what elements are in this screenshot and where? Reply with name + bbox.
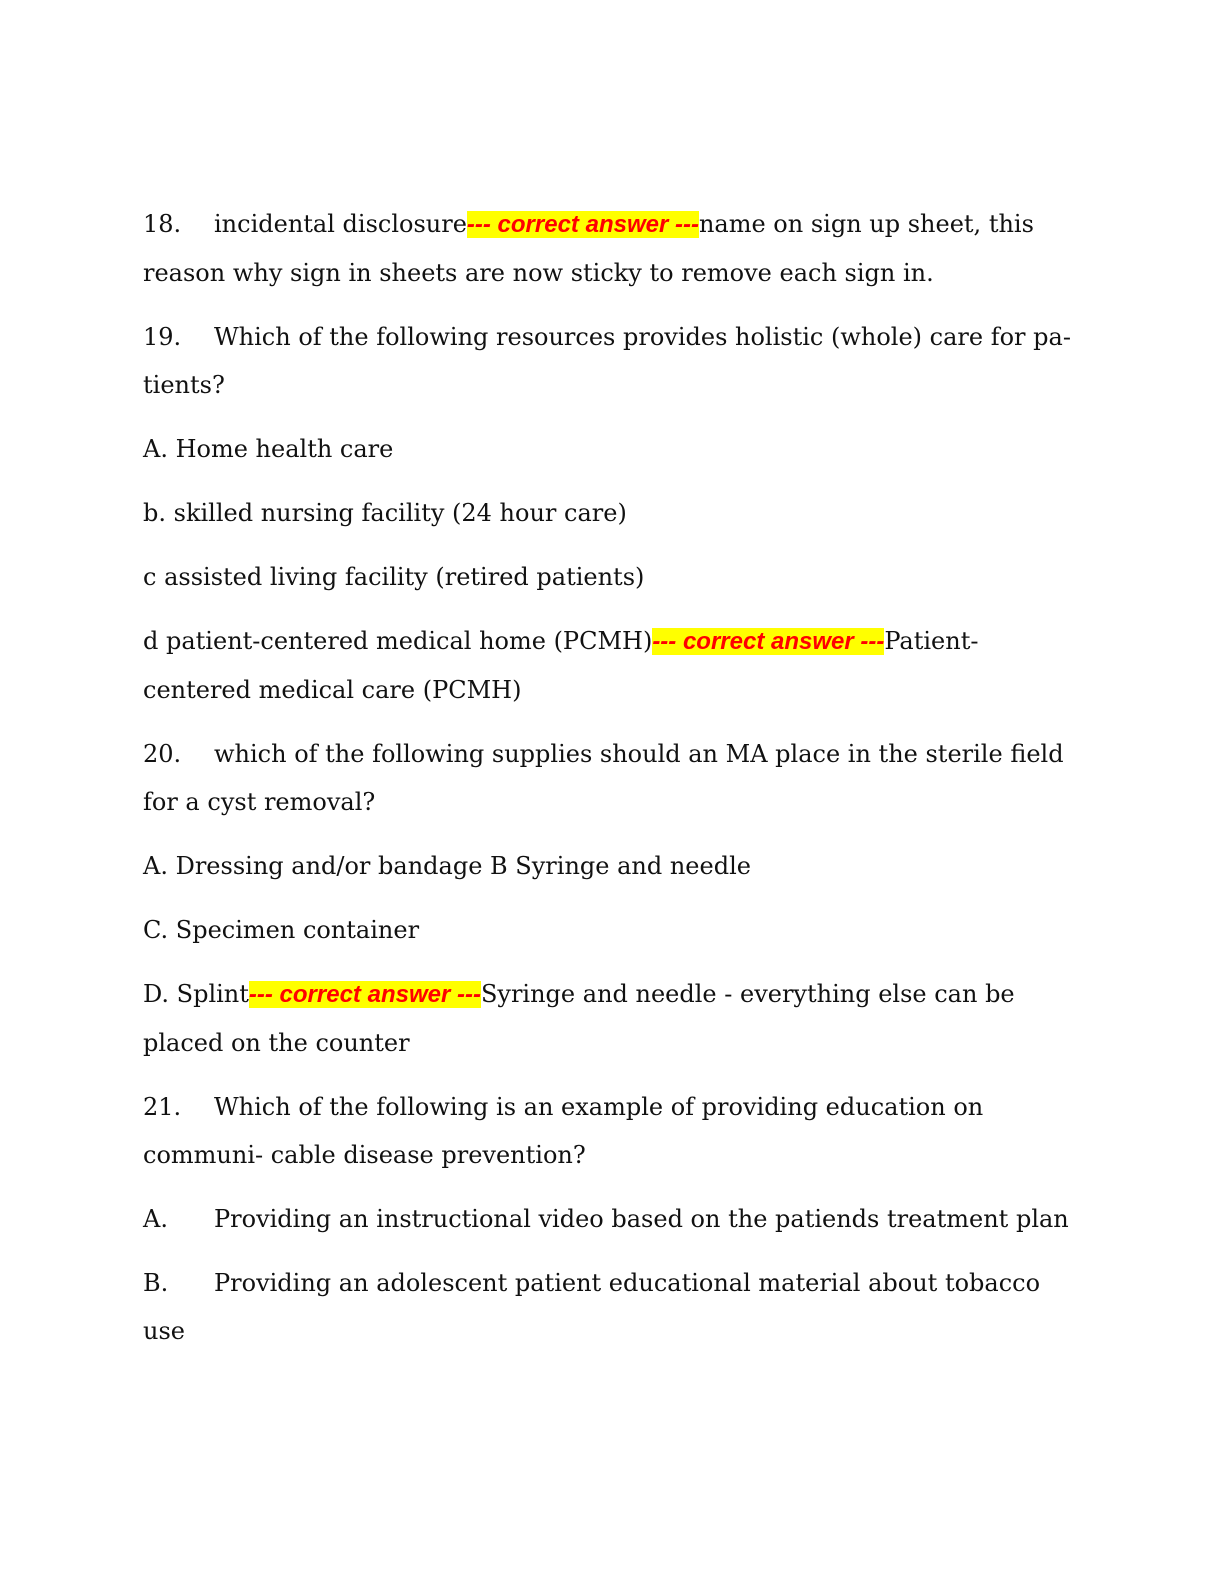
question-text: which of the following supplies should an MA place in the sterile field for a cyst removal? bbox=[143, 740, 1064, 816]
question-text: Which of the following is an example of providing education on communi- cable disease prevention? bbox=[143, 1093, 984, 1169]
option-label: B. bbox=[143, 1269, 169, 1297]
option-a: A. Home health care bbox=[143, 435, 394, 463]
option-b: b. skilled nursing facility (24 hour care) bbox=[143, 499, 627, 527]
option-text: Providing an instructional video based on the patiends treatment plan bbox=[214, 1205, 1069, 1233]
option-c: c assisted living facility (retired patients) bbox=[143, 563, 645, 591]
option-label: A. bbox=[143, 1205, 168, 1233]
question-number: 18. bbox=[143, 210, 182, 238]
option-text: D. Splint bbox=[143, 980, 249, 1008]
question-text: incidental disclosure bbox=[214, 210, 467, 238]
document-page bbox=[143, 200, 1083, 1371]
answer-text: name on sign up sheet, this reason why sign in sheets are now sticky to remove each sign in. bbox=[143, 210, 1034, 287]
question-20 bbox=[143, 730, 1083, 826]
option-text: d patient-centered medical home (PCMH) bbox=[143, 627, 653, 655]
answer-text: Patient-centered medical care (PCMH) bbox=[143, 627, 979, 704]
question-21 bbox=[143, 1083, 1083, 1179]
option-c: C. Specimen container bbox=[143, 916, 420, 944]
option-b bbox=[143, 1259, 1083, 1355]
question-number: 21. bbox=[143, 1093, 182, 1121]
correct-answer-marker: --- correct answer --- bbox=[248, 981, 481, 1008]
question-text: Which of the following resources provides holistic (whole) care for pa- tients? bbox=[143, 323, 1071, 399]
question-19 bbox=[143, 313, 1083, 409]
option-d bbox=[143, 617, 1083, 714]
question-number: 19. bbox=[143, 323, 182, 351]
correct-answer-marker: --- correct answer --- bbox=[466, 211, 699, 238]
correct-answer-marker: --- correct answer --- bbox=[652, 628, 885, 655]
option-text: Providing an adolescent patient educational material about tobacco use bbox=[143, 1269, 1041, 1345]
option-ab: A. Dressing and/or bandage B Syringe and needle bbox=[143, 852, 751, 880]
answer-text: Syringe and needle - everything else can be placed on the counter bbox=[143, 980, 1015, 1057]
question-number: 20. bbox=[143, 740, 182, 768]
option-d bbox=[143, 970, 1083, 1067]
option-a bbox=[143, 1195, 1083, 1243]
question-18 bbox=[143, 200, 1083, 297]
